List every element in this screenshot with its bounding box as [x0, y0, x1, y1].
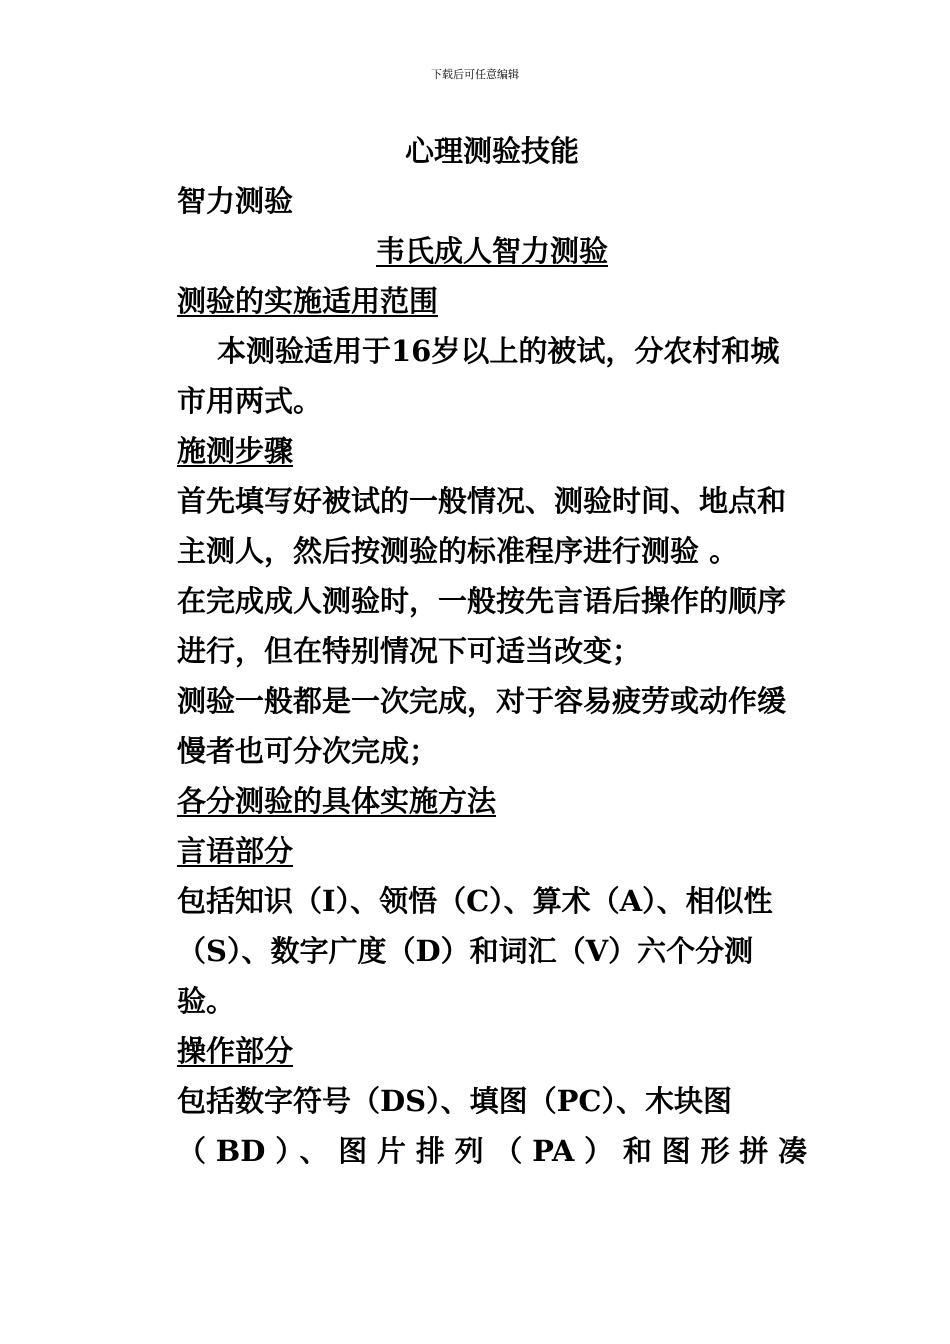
header-note: 下载后可任意编辑	[431, 68, 519, 81]
heading-methods-text: 各分测验的具体实施方法	[177, 784, 497, 818]
heading-performance	[177, 1026, 807, 1076]
heading-verbal	[177, 826, 807, 876]
subtitle	[177, 226, 807, 276]
heading-performance-text: 操作部分	[177, 1034, 294, 1068]
heading-methods	[177, 776, 807, 826]
paragraph-performance-line-1: 包括数字符号（DS）、填图（PC）、木块图	[177, 1084, 732, 1118]
paragraph-scope: 本测验适用于16岁以上的被试，分农村和城市用两式。	[177, 334, 780, 418]
heading-steps	[177, 426, 807, 476]
document-title: 心理测验技能	[404, 134, 579, 168]
paragraph-steps-3: 测验一般都是一次完成，对于容易疲劳或动作缓慢者也可分次完成；	[177, 684, 787, 768]
document-body	[177, 126, 807, 1176]
subtitle-text: 韦氏成人智力测验	[375, 234, 608, 268]
section-heading: 智力测验	[177, 184, 294, 218]
heading-scope-text: 测验的实施适用范围	[177, 284, 439, 318]
heading-scope	[177, 276, 807, 326]
paragraph-steps-1: 首先填写好被试的一般情况、测验时间、地点和主测人，然后按测验的标准程序进行测验 。	[177, 484, 787, 568]
heading-verbal-text: 言语部分	[177, 834, 294, 868]
paragraph-performance-line-2: （BD）、图片排列（PA）和图形拼凑	[177, 1134, 807, 1168]
paragraph-steps-2: 在完成成人测验时，一般按先言语后操作的顺序进行，但在特别情况下可适当改变；	[177, 584, 787, 668]
heading-steps-text: 施测步骤	[177, 434, 294, 468]
paragraph-verbal: 包括知识（I）、领悟（C）、算术（A）、相似性（S）、数字广度（D）和词汇（V）六个分测验。	[177, 884, 773, 1018]
